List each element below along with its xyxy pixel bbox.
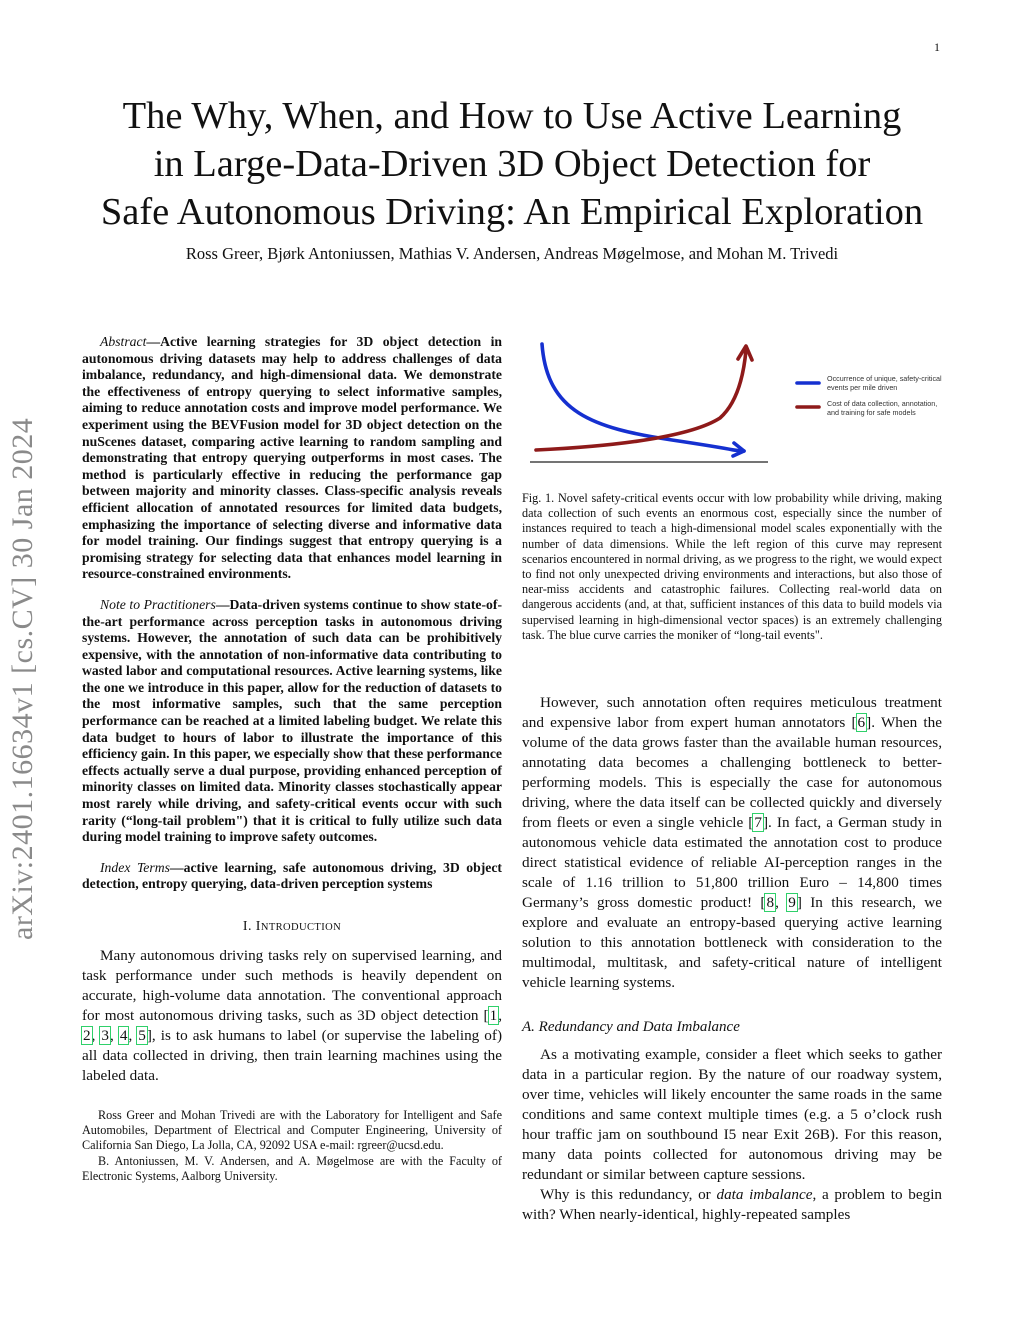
citation-link[interactable]: 2 [83, 1027, 91, 1044]
index-terms-label: Index Terms [100, 859, 170, 875]
body-text: ] In this research, we explore and evaluate an entropy-based querying active learning solution to this annotation bottleneck with consideration to the multimodal, multitask, and safety-critical nature of intelligent vehicle learning systems. [522, 894, 942, 991]
figure-caption: Fig. 1. Novel safety-critical events occur with low probability while driving, making data collection of such events an enormous cost, especially since the number of instances required to teach a high-dimensional model scales exponentially with the number of data dimensions. While the left region of this curve may represent scenarios encountered in normal driving, as we progress to the right, we would expect to find not only unexpected driving environments and interactions, but also those of near-miss accidents and catastrophic failures. Collecting real-world data on dangerous accidents (and, at that, sufficient instances of this data to build models via supervised learning in high-dimensional vector spaces) is an extremely challenging task. The blue curve carries the moniker of “long-tail events". [522, 491, 942, 642]
citation-link[interactable]: 5 [138, 1027, 146, 1044]
title-line: in Large-Data-Driven 3D Object Detection for [153, 143, 871, 185]
abstract-text: —Active learning strategies for 3D object detection in autonomous driving datasets may help to address challenges of data imbalance, redundancy, and high-dimensional data. We demonstrate the effectiveness of entropy querying to select informative samples, aiming to reduce annotation costs and improve model performance. We experiment using the BEVFusion model for 3D object detection on the nuScenes dataset, comparing active learning to random sampling and demonstrating that entropy querying outperforms in most cases. The method is particularly effective in reducing the performance gap between majority and minority classes. Class-specific analysis reveals efficient allocation of annotated resources for limited data budgets, emphasizing the importance of selecting diverse and informative data for model training. Our findings suggest that entropy querying is a promising strategy for selecting data that enhances model learning in resource-constrained environments. [82, 334, 502, 582]
practitioners-text: —Data-driven systems continue to show state-of-the-art performance across perception tasks in autonomous driving systems. However, the annotation of such data can be prohibitively expensive, with the annotation of non-informative data contributing to wasted labor and computational resources. Active learning systems, like the one we introduce in this paper, allow for the reduction of datasets to the most informative samples, such that the same perception performance can be reached at a limited labeling budget. We relate this data budget to hours of labor to illustrate the importance of this efficiency gain. In this paper, we especially show that these performance effects actually serve a dual purpose, providing enhanced perception of minority classes on limited data. Minority classes stochastically appear most rarely while driving, and safety-critical events occur with such rarity (“long-tail problem") that it is critical to fully utilize such data during model training to improve safety outcomes. [82, 596, 502, 845]
body-paragraph [522, 1185, 942, 1225]
intro-paragraph: Many autonomous driving tasks rely on supervised learning, and task performance under such methods is heavily dependent on accurate, high-volume data annotation. The conventional approach for most autonomous driving tasks, such as 3D object detection [1, 2, 3, 4, 5], is to ask humans to label (or supervise the labeling of) all data collected in driving, then train learning machines using the labeled data. [82, 947, 503, 1084]
subsection-heading: A. Redundancy and Data Imbalance [522, 1019, 740, 1035]
legend-label: Occurrence of unique, safety-critical [827, 374, 942, 383]
citation-link[interactable]: 4 [119, 1027, 128, 1044]
title-line: The Why, When, and How to Use Active Learning [122, 95, 902, 137]
legend-label: and training for safe models [827, 408, 916, 417]
citation-link[interactable]: 6 [857, 714, 866, 731]
body-text: , a problem to begin with? When nearly-identical, highly-repeated samples [522, 1186, 943, 1223]
citation-link[interactable]: 3 [101, 1027, 110, 1044]
body-paragraph: As a motivating example, consider a fleet which seeks to gather data in a particular region. By the nature of our roadway system, over time, vehicles will likely encounter the same roads in the same conditions and same context multiple times (e.g. a 5 o’clock rush hour traffic jam on southbound I5 near Exit 26B). For this reason, many data points collected for autonomous driving may be redundant or similar between capture sessions. [522, 1046, 942, 1183]
legend-label: Cost of data collection, annotation, [827, 399, 938, 408]
citation-link[interactable]: 9 [788, 894, 796, 911]
intro-text: ], is to ask humans to label (or supervise the labeling of) all data collected in driving, then train learning machines using the labeled data. [82, 1027, 503, 1084]
practitioners-label: Note to Practitioners [100, 596, 216, 612]
body-text: ]. In fact, a German study in autonomous vehicle data estimated the annotation cost to produce direct statistical evidence of reliable AI-perception ranges in the scale of 1.16 trillion to 51,800 trillion Euro – 14,800 times Germany’s gross domestic product! [ [522, 814, 942, 911]
intro-text: Many autonomous driving tasks rely on supervised learning, and task performance under such methods is heavily dependent on accurate, high-volume data annotation. The conventional approach for most autonomous driving tasks, such as 3D object detection [ [82, 947, 502, 1024]
left-column [82, 334, 502, 1184]
footnote: Ross Greer and Mohan Trivedi are with the Laboratory for Intelligent and Safe Automobiles, Department of Electrical and Computer Engineering, University of California San Diego, La Jolla, CA, 92092 USA e-mail: rgreer@ucsd.edu. [82, 1108, 502, 1153]
index-terms [82, 860, 502, 893]
citation-link[interactable]: 7 [754, 814, 762, 831]
section-smallcaps: NTRODUCTION [260, 922, 342, 933]
abstract [82, 334, 502, 583]
footnotes [82, 1108, 502, 1184]
body-text: However, such annotation often requires meticulous treatment and expensive labor from expert human annotators [ [522, 694, 942, 731]
body-paragraph: However, such annotation often requires meticulous treatment and expensive labor from expert human annotators [6]. When the volume of the data grows faster than the available human resources, annotating data becomes a challenging bottleneck to better-performing models. This is especially the case for autonomous driving, where the data itself can be collected quickly and diversely from fleets or even a single vehicle [7]. In fact, a German study in autonomous vehicle data estimated the annotation cost to produce direct statistical evidence of reliable AI-perception ranges in the scale of 1.16 trillion to 51,800 trillion Euro – 14,800 times Germany’s gross domestic product! [8, 9] In this research, we explore and evaluate an entropy-based querying active learning solution to this annotation bottleneck with consideration to the multimodal, multitask, and safety-critical nature of intelligent vehicle learning systems. [522, 694, 942, 991]
footnote: B. Antoniussen, M. V. Andersen, and A. Møgelmose are with the Faculty of Electronic Systems, Aalborg University. [82, 1153, 502, 1183]
section-numeral: I. [242, 919, 256, 934]
abstract-label: Abstract [100, 334, 147, 349]
author-list: Ross Greer, Bjørk Antoniussen, Mathias V. Andersen, Andreas Møgelmose, and Mohan M. Trivedi [185, 244, 839, 263]
body-text: Why is this redundancy, or [540, 1186, 717, 1203]
emphasis-text: data imbalance [716, 1186, 813, 1203]
page-number: 1 [934, 40, 940, 54]
arxiv-identifier: arXiv:2401.16634v1 [cs.CV] 30 Jan 2024 [6, 417, 39, 940]
index-terms-text: —active learning, safe autonomous driving, 3D object detection, entropy querying, data-driven perception systems [82, 859, 502, 892]
body-text: ]. When the volume of the data grows faster than the available human resources, annotating data becomes a challenging bottleneck to better-performing models. This is especially the case for autonomous driving, where the data itself can be collected quickly and diversely from fleets or even a single vehicle [ [522, 714, 942, 831]
citation-link[interactable]: 1 [489, 1007, 498, 1024]
legend-label: events per mile driven [827, 383, 898, 392]
section-initial: I [255, 919, 261, 934]
figure-1 [522, 332, 942, 477]
blue-curve-long-tail [542, 344, 744, 451]
title-line: Safe Autonomous Driving: An Empirical Exploration [100, 191, 924, 233]
right-column [522, 693, 942, 1225]
section-heading-introduction [82, 917, 502, 938]
paper-title [60, 92, 964, 236]
citation-link[interactable]: 8 [766, 894, 775, 911]
note-to-practitioners [82, 597, 502, 846]
long-tail-chart [522, 332, 942, 472]
